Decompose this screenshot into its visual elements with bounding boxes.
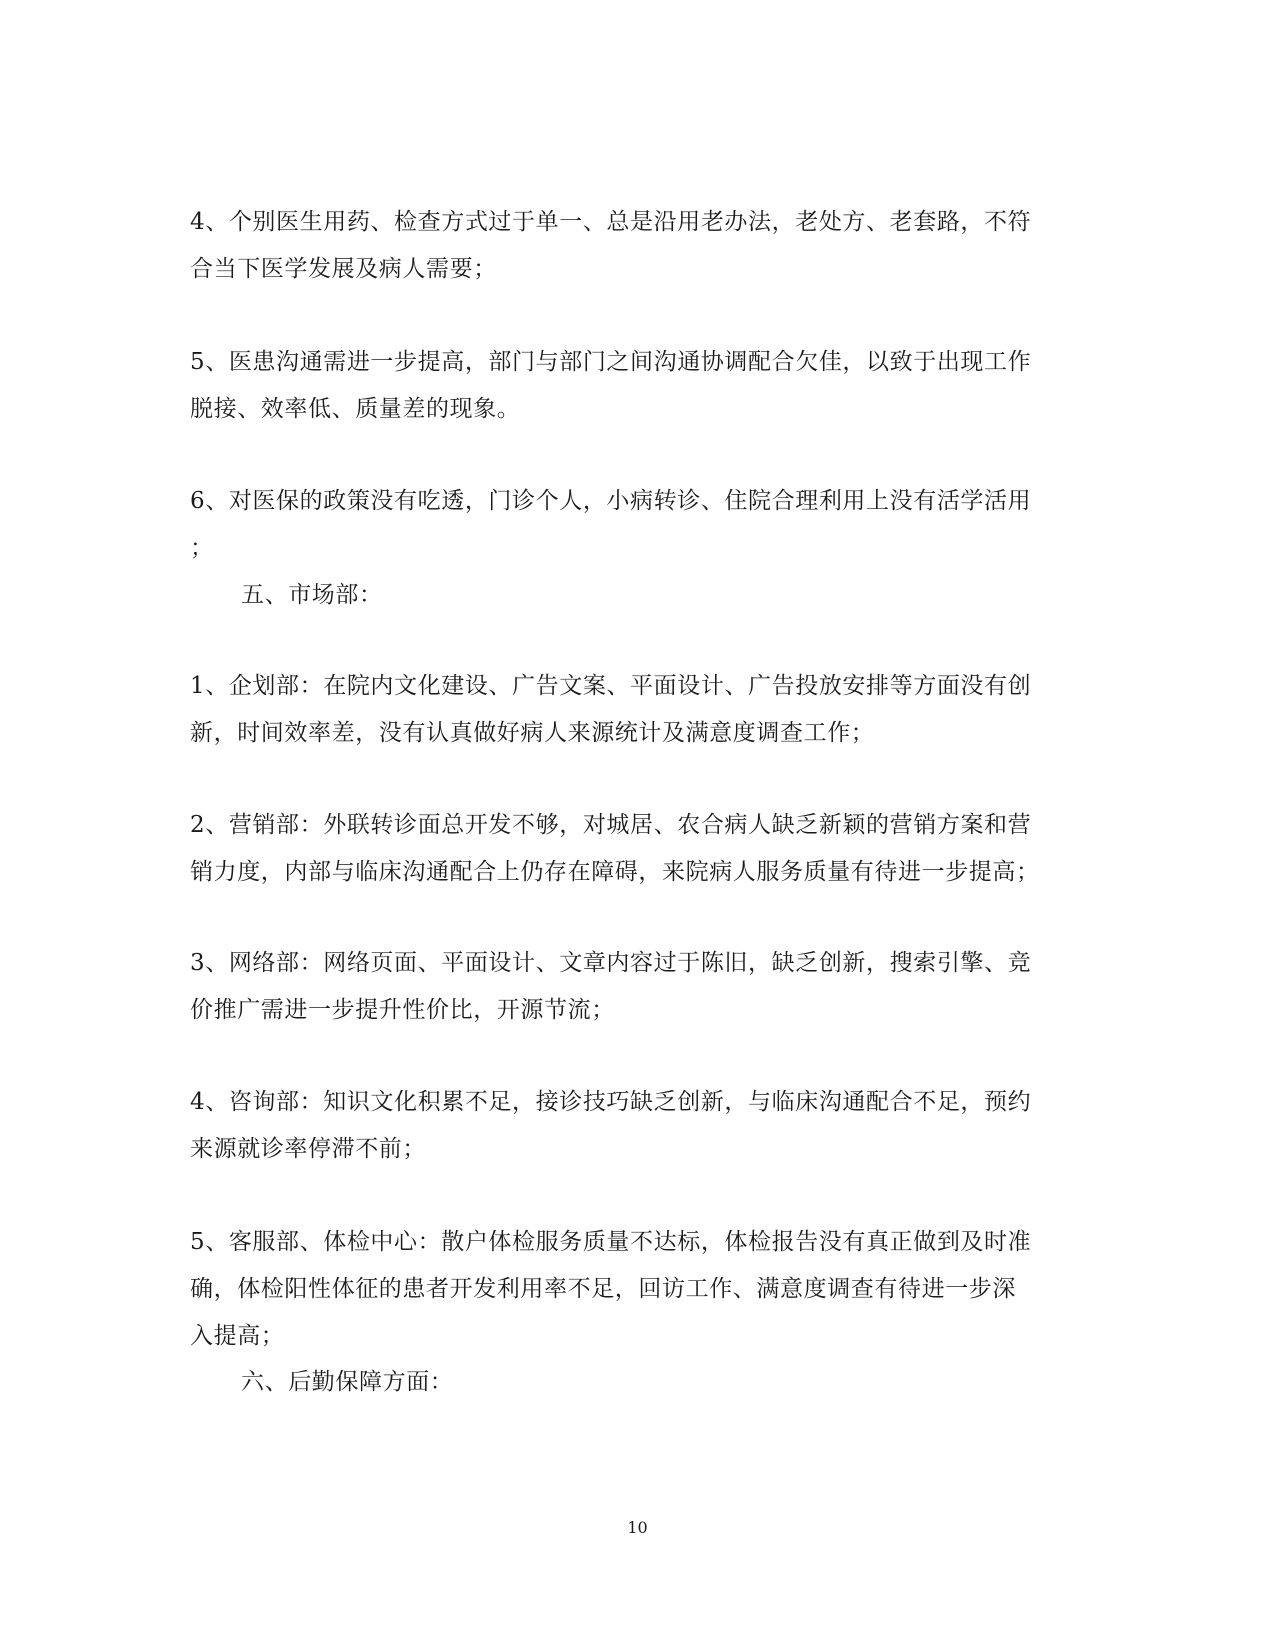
paragraph-line: 5、医患沟通需进一步提高，部门与部门之间沟通协调配合欠佳，以致于出现工作 bbox=[190, 349, 1032, 375]
paragraph-line: 确，体检阳性体征的患者开发利用率不足，回访工作、满意度调查有待进一步深 bbox=[190, 1276, 1016, 1302]
paragraph-line: 价推广需进一步提升性价比，开源节流； bbox=[190, 997, 615, 1023]
paragraph-line: 5、客服部、体检中心：散户体检服务质量不达标，体检报告没有真正做到及时准 bbox=[190, 1229, 1032, 1255]
paragraph-line: 6、对医保的政策没有吃透，门诊个人，小病转诊、住院合理利用上没有活学活用 bbox=[190, 488, 1032, 514]
paragraph-line: ； bbox=[190, 535, 214, 561]
paragraph-line: 销力度，内部与临床沟通配合上仍存在障碍，来院病人服务质量有待进一步提高； bbox=[190, 859, 1040, 885]
paragraph-line: 4、咨询部：知识文化积累不足，接诊技巧缺乏创新，与临床沟通配合不足，预约 bbox=[190, 1089, 1032, 1115]
paragraph-line: 新，时间效率差，没有认真做好病人来源统计及满意度调查工作； bbox=[190, 720, 875, 746]
paragraph-line: 来源就诊率停滞不前； bbox=[190, 1136, 426, 1162]
paragraph-line: 4、个别医生用药、检查方式过于单一、总是沿用老办法，老处方、老套路，不符 bbox=[190, 209, 1032, 235]
paragraph-line: 脱接、效率低、质量差的现象。 bbox=[190, 396, 521, 422]
paragraph-line: 3、网络部：网络页面、平面设计、文章内容过于陈旧，缺乏创新，搜索引擎、竞 bbox=[190, 950, 1032, 976]
paragraph-line: 2、营销部：外联转诊面总开发不够，对城居、农合病人缺乏新颖的营销方案和营 bbox=[190, 812, 1032, 838]
section-heading: 五、市场部： bbox=[241, 582, 383, 608]
section-heading: 六、后勤保障方面： bbox=[241, 1369, 454, 1395]
page-number: 10 bbox=[627, 1518, 648, 1537]
paragraph-line: 合当下医学发展及病人需要； bbox=[190, 256, 497, 282]
paragraph-line: 入提高； bbox=[190, 1323, 285, 1349]
paragraph-line: 1、企划部：在院内文化建设、广告文案、平面设计、广告投放安排等方面没有创 bbox=[190, 673, 1032, 699]
